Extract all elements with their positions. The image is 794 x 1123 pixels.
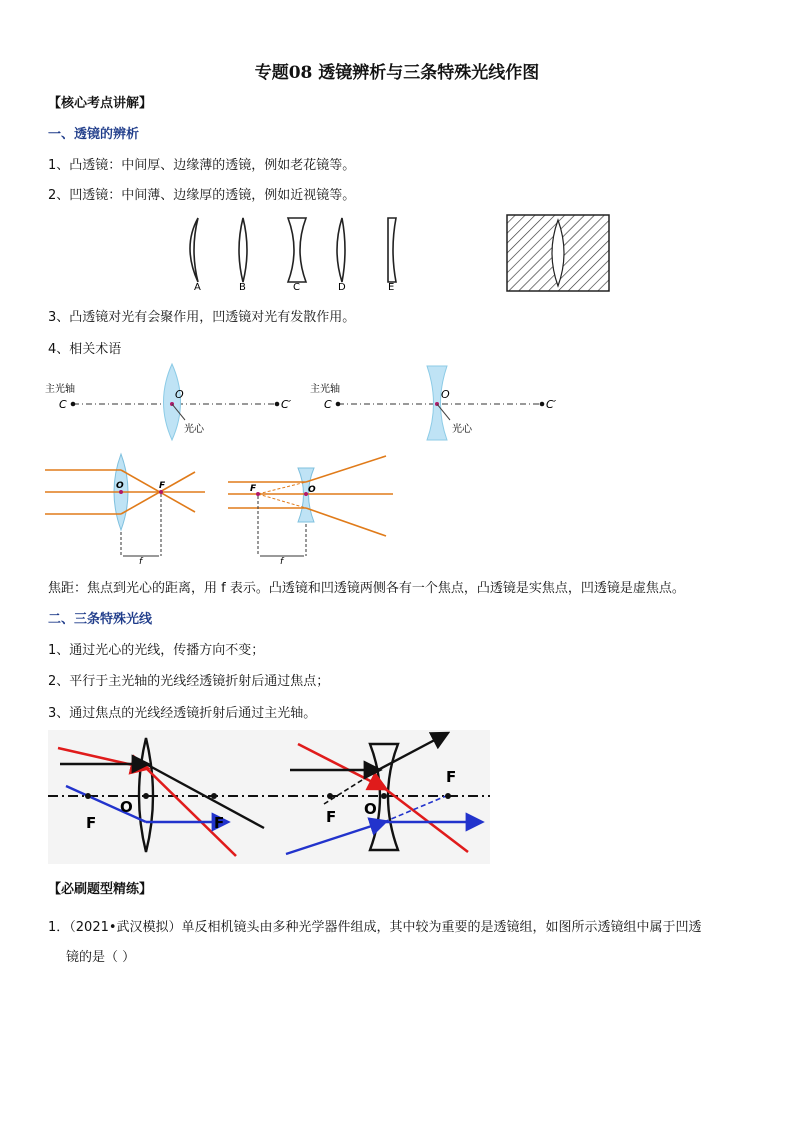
concave-f-label: F <box>250 484 257 494</box>
point-c-label: C <box>59 398 67 411</box>
lens-label-a: A <box>194 282 201 292</box>
focus-f-label: F <box>159 481 166 491</box>
convex-definition: 1、凸透镜：中间厚、边缘薄的透镜，例如老花镜等。 <box>48 158 356 173</box>
focal-length-text: 焦距：焦点到光心的距离，用 f 表示。凸透镜和凹透镜两侧各有一个焦点，凸透镜是实焦点，凹透镜是虚焦点。 <box>48 581 685 596</box>
ray-rule-3: 3、通过焦点的光线经透镜折射后通过主光轴。 <box>48 706 317 721</box>
page-title: 专题08 透镜辨析与三条特殊光线作图 <box>254 63 540 83</box>
lens-e <box>388 218 396 282</box>
lens-label-c: C <box>293 282 300 292</box>
rays2-o-label: O <box>364 800 377 818</box>
rays-f-right: F <box>214 814 225 832</box>
lens-label-d: D <box>338 282 346 292</box>
lens-d <box>337 218 345 282</box>
special-rays-figure <box>48 730 490 864</box>
point-c2-label-2: C′ <box>546 398 557 411</box>
main-axis-label: 主光轴 <box>45 384 75 395</box>
concave-focus-figure <box>228 452 398 568</box>
section-1-heading: 一、透镜的辨析 <box>48 127 140 142</box>
concave-o-label: O <box>308 485 316 495</box>
lens-effect-text: 3、凸透镜对光有会聚作用，凹透镜对光有发散作用。 <box>48 310 356 325</box>
lens-shapes-figure <box>180 212 410 292</box>
rays-o-label: O <box>120 798 133 816</box>
ray-rule-1: 1、通过光心的光线，传播方向不变； <box>48 643 265 658</box>
question-1-line-1: 1．（2021•武汉模拟）单反相机镜头由多种光学器件组成，其中较为重要的是透镜组，如图所示透镜组中属于凹透 <box>48 920 702 935</box>
lens-a <box>190 218 198 282</box>
rays2-f-right: F <box>446 768 457 786</box>
rays-f-left: F <box>86 814 97 832</box>
optical-center-label: 光心 <box>184 424 204 435</box>
concave-length-label: f <box>280 557 284 567</box>
point-o-label-2: O <box>441 388 450 401</box>
point-o-label: O <box>175 388 184 401</box>
focus-o-label: O <box>116 481 124 491</box>
convex-optical-center-figure <box>45 362 305 442</box>
lens-b <box>239 218 247 282</box>
main-axis-label-2: 主光轴 <box>310 384 340 395</box>
rays2-f-left: F <box>326 808 337 826</box>
practice-header: 【必刷题型精练】 <box>48 882 153 897</box>
point-c2-label: C′ <box>281 398 292 411</box>
question-1-line-2: 镜的是（ ） <box>66 950 136 965</box>
optical-center-label-2: 光心 <box>452 424 472 435</box>
lens-c <box>288 218 306 282</box>
concave-optical-center-figure <box>310 362 570 442</box>
convex-focus-figure <box>45 452 215 568</box>
core-points-header: 【核心考点讲解】 <box>48 96 153 111</box>
section-2-heading: 二、三条特殊光线 <box>48 612 153 627</box>
ray-rule-2: 2、平行于主光轴的光线经透镜折射后通过焦点； <box>48 674 330 689</box>
point-c-label-2: C <box>324 398 332 411</box>
concave-definition: 2、凹透镜：中间薄、边缘厚的透镜，例如近视镜等。 <box>48 188 356 203</box>
lens-label-b: B <box>239 282 246 292</box>
lens-label-e: E <box>388 282 395 292</box>
focus-length-label: f <box>139 557 143 567</box>
terms-heading: 4、相关术语 <box>48 342 122 357</box>
hatched-lens-figure <box>506 214 610 292</box>
